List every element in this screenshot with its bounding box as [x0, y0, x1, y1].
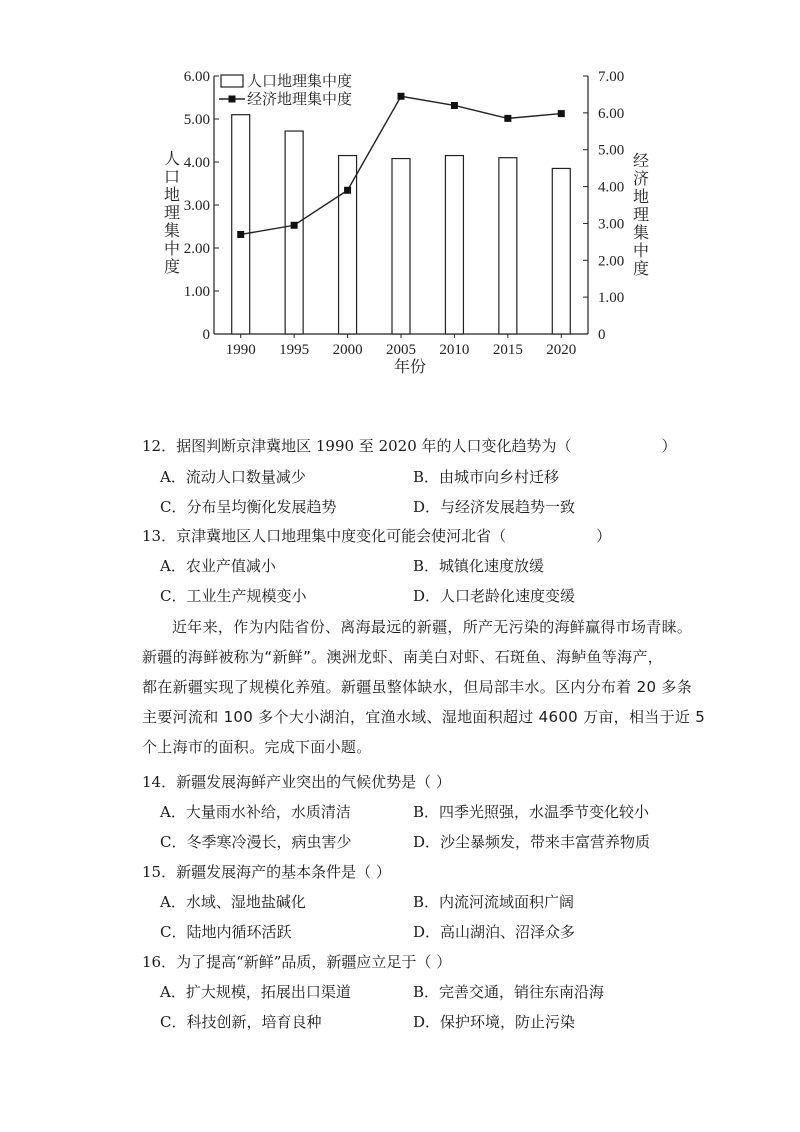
question-12-option-a: A．流动人口数量减少 — [160, 468, 306, 486]
question-14-option-a: A．大量雨水补给，水质清洁 — [160, 803, 351, 821]
chart-legend — [219, 72, 352, 108]
x-tick-label: 2000 — [332, 342, 363, 358]
left-tick-label: 3.00 — [183, 198, 210, 214]
population-economy-chart — [0, 0, 800, 400]
economy-point — [344, 187, 351, 194]
right-tick-label: 5.00 — [598, 142, 625, 159]
question-14-option-b: B．四季光照强，水温季节变化较小 — [413, 803, 650, 821]
passage-line-2: 新疆的海鲜被称为“新鲜”。澳洲龙虾、南美白对虾、石斑鱼、海鲈鱼等海产， — [142, 648, 664, 666]
left-tick-label: 2.00 — [183, 241, 210, 257]
right-tick-label: 4.00 — [598, 179, 625, 196]
question-15-option-c: C．陆地内循环活跃 — [160, 923, 292, 941]
passage-line-1: 近年来，作为内陆省份、离海最远的新疆，所产无污染的海鲜赢得市场青睐。 — [172, 618, 693, 636]
right-tick-label: 2.00 — [598, 253, 625, 270]
population-bar — [499, 158, 517, 334]
legend-line-marker — [229, 96, 236, 103]
question-13-option-d: D．人口老龄化速度变缓 — [413, 587, 576, 605]
question-15-option-d: D．高山湖泊、沼泽众多 — [413, 923, 576, 941]
passage-line-3: 都在新疆实现了规模化养殖。新疆虽整体缺水，但局部丰水。区内分布着 20 多条 — [142, 678, 693, 696]
question-13-stem: 13．京津冀地区人口地理集中度变化可能会使河北省（ ） — [142, 527, 612, 545]
economy-point — [558, 110, 565, 117]
population-bar — [232, 115, 250, 334]
left-tick-label: 5.00 — [183, 112, 210, 128]
population-bar — [392, 159, 410, 334]
economy-point — [504, 115, 511, 122]
x-tick-label: 1990 — [225, 342, 256, 358]
legend-bar-label: 人口地理集中度 — [247, 74, 353, 90]
question-13-option-c: C．工业生产规模变小 — [160, 587, 307, 605]
population-bar — [445, 156, 463, 334]
x-tick-label: 2015 — [492, 342, 523, 358]
right-tick-label: 3.00 — [598, 216, 625, 233]
question-15-option-b: B．内流河流域面积广阔 — [413, 893, 575, 911]
economy-point — [291, 222, 298, 229]
question-13-option-b: B．城镇化速度放缓 — [413, 557, 545, 575]
question-16-option-b: B．完善交通，销往东南沿海 — [413, 983, 605, 1001]
left-axis-title: 人口地理集中度 — [163, 151, 181, 276]
economy-point — [398, 93, 405, 100]
reading-passage — [142, 612, 706, 762]
right-tick-label: 6.00 — [598, 105, 625, 122]
question-15-option-a: A．水域、湿地盐碱化 — [160, 893, 306, 911]
question-12-option-b: B．由城市向乡村迁移 — [413, 468, 560, 486]
passage-line-4: 主要河流和 100 多个大小湖泊，宜渔水域、湿地面积超过 4600 万亩，相当于近 5 — [142, 708, 706, 726]
legend-line-label: 经济地理集中度 — [247, 92, 353, 108]
question-16-option-c: C．科技创新，培育良种 — [160, 1013, 322, 1031]
passage-line-5: 个上海市的面积。完成下面小题。 — [142, 738, 372, 756]
question-14-option-d: D．沙尘暴频发，带来丰富营养物质 — [413, 833, 651, 851]
population-bar — [552, 168, 570, 334]
x-tick-label: 1995 — [279, 342, 310, 358]
x-tick-label: 2010 — [439, 342, 470, 358]
right-tick-label: 7.00 — [598, 69, 625, 85]
population-bar — [339, 156, 357, 334]
question-12-stem: 12．据图判断京津冀地区 1990 至 2020 年的人口变化趋势为（ ） — [142, 437, 677, 455]
question-13-option-a: A．农业产值减小 — [160, 557, 276, 575]
bar-series — [232, 115, 571, 334]
x-tick-label: 2020 — [546, 342, 577, 358]
right-tick-label: 1.00 — [598, 290, 625, 307]
right-axis-title: 经济地理集中度 — [632, 153, 650, 278]
left-tick-label: 4.00 — [183, 155, 210, 171]
x-tick-label: 2005 — [386, 342, 416, 358]
question-15-stem: 15．新疆发展海产的基本条件是（ ） — [142, 863, 391, 881]
question-12-option-d: D．与经济发展趋势一致 — [413, 498, 576, 516]
question-14-option-c: C．冬季寒冷漫长，病虫害少 — [160, 833, 352, 851]
economy-point — [451, 102, 458, 109]
left-tick-label: 6.00 — [183, 69, 210, 85]
question-16-stem: 16．为了提高“新鲜”品质，新疆应立足于（ ） — [142, 953, 452, 971]
right-tick-label: 0 — [598, 327, 606, 343]
question-14-stem: 14．新疆发展海鲜产业突出的气候优势是（ ） — [142, 773, 451, 791]
question-16-option-d: D．保护环境，防止污染 — [413, 1013, 576, 1031]
economy-point — [237, 231, 244, 238]
left-tick-label: 1.00 — [183, 284, 210, 300]
x-axis-title: 年份 — [393, 359, 427, 376]
population-bar — [285, 131, 303, 334]
question-12-option-c: C．分布呈均衡化发展趋势 — [160, 498, 337, 516]
left-tick-label: 0 — [202, 327, 210, 343]
question-16-option-a: A．扩大规模，拓展出口渠道 — [160, 983, 351, 1001]
legend-bar-swatch — [221, 75, 243, 87]
